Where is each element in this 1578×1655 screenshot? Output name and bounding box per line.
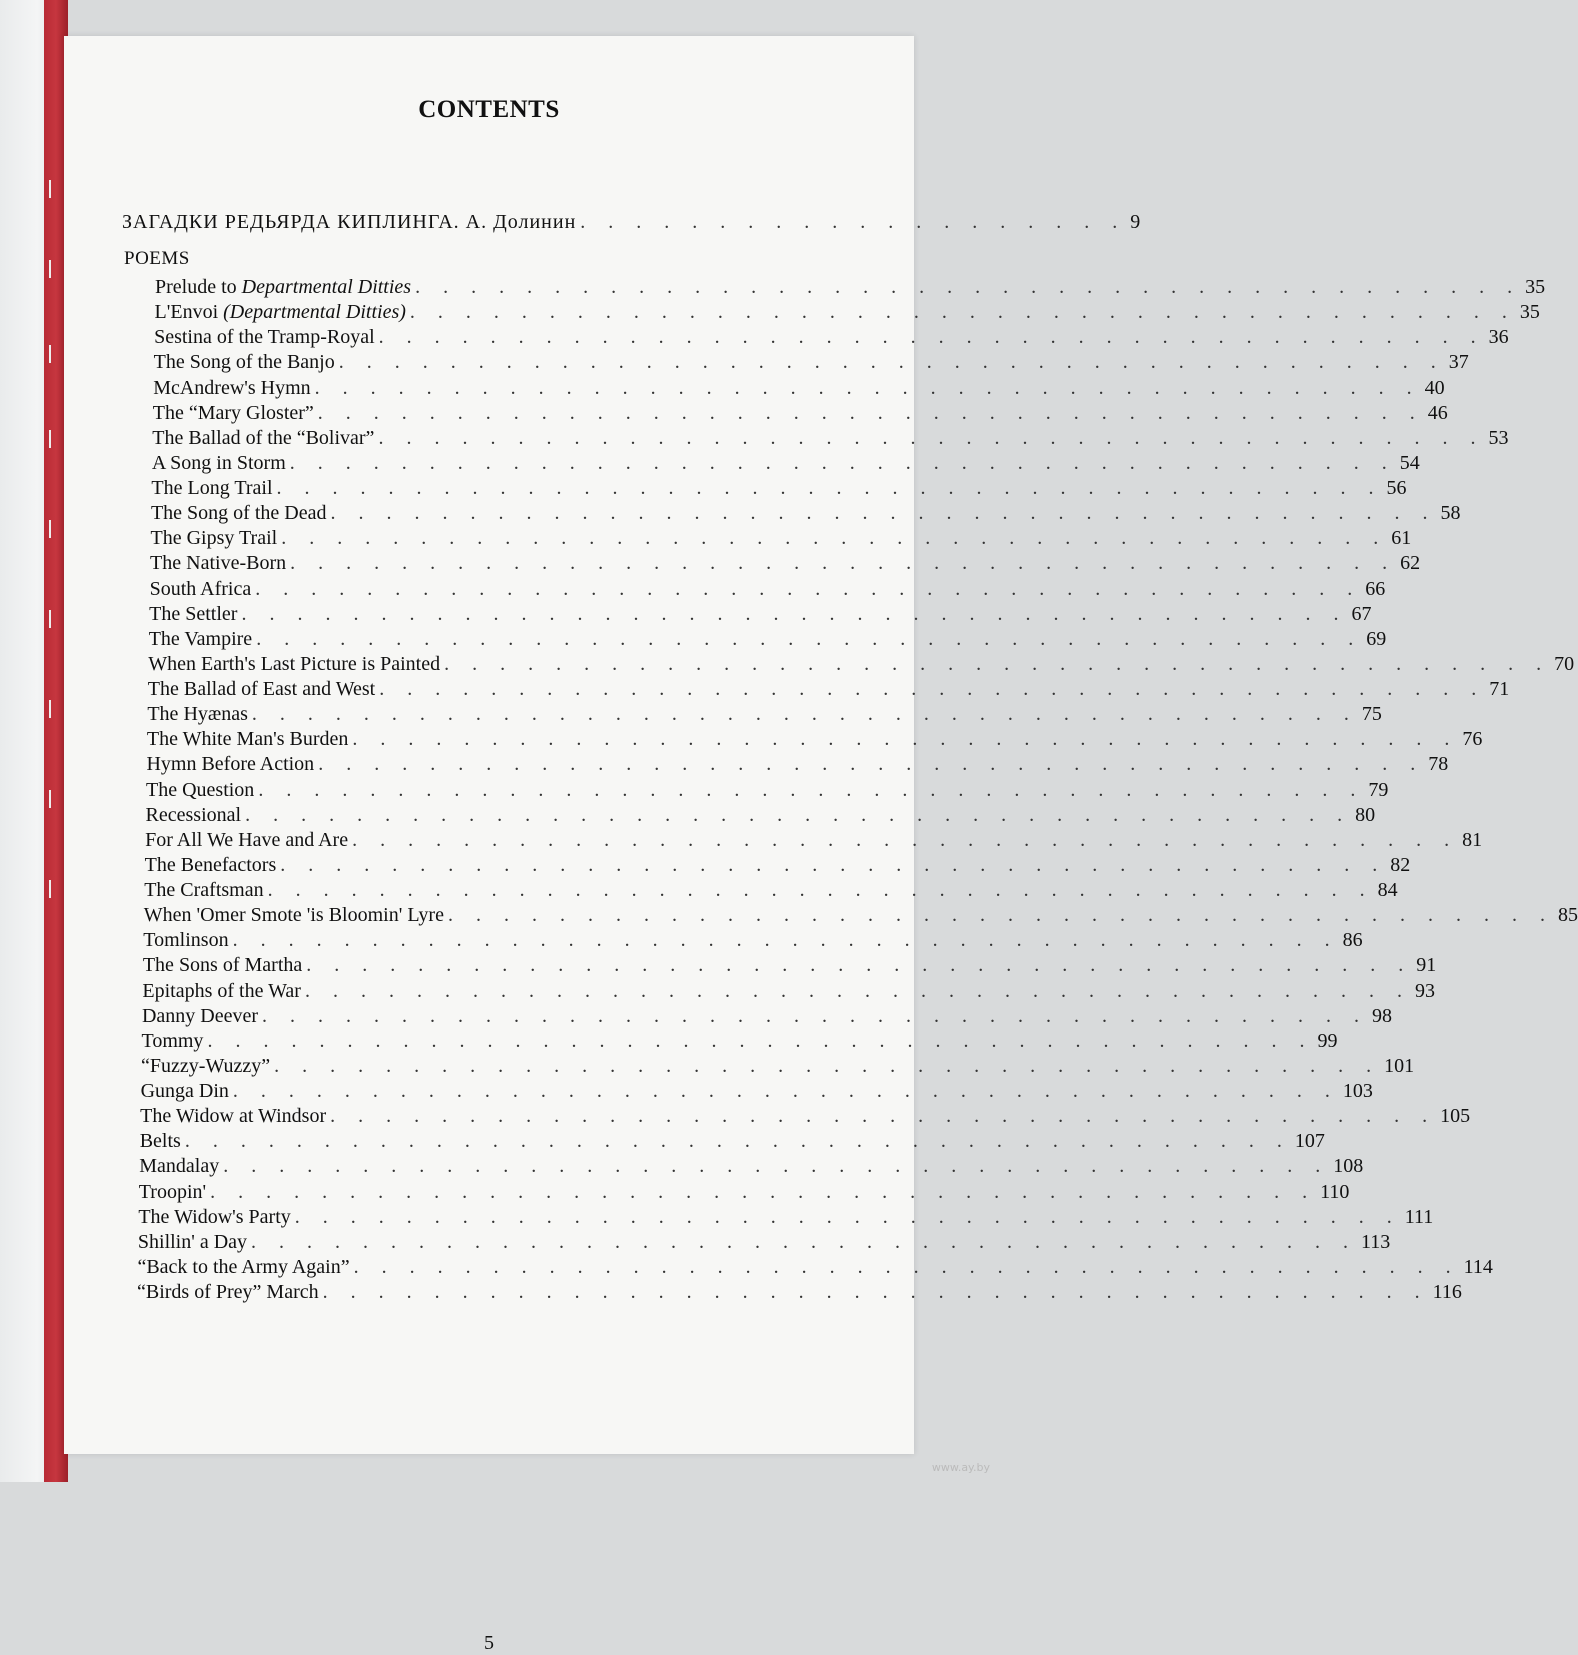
- toc-entry: [137, 1281, 1462, 1307]
- leader-dots: . . . . . . . . . . . . . . . . . . . . . . . . . . . . . . . . . . . . . . . .: [322, 1281, 1429, 1303]
- toc-entry-page: 67: [1351, 602, 1372, 625]
- toc-entry: [150, 527, 1412, 553]
- toc-entry-title: Sestina of the Tramp-Royal: [154, 326, 375, 349]
- toc-entry-page: 98: [1372, 1004, 1392, 1027]
- toc-entry-title: “Birds of Prey” March: [137, 1281, 319, 1303]
- toc-entry-page: 105: [1440, 1105, 1471, 1128]
- toc-entry-page: 114: [1463, 1255, 1493, 1278]
- toc-entry-page: 99: [1317, 1029, 1338, 1052]
- toc-entry-title: The “Mary Gloster”: [152, 401, 314, 424]
- toc-entry-title: “Back to the Army Again”: [137, 1255, 350, 1278]
- toc-entry-title: The Hyænas: [147, 703, 248, 726]
- toc-entry-page: 84: [1377, 879, 1398, 901]
- toc-entry-page: 78: [1428, 753, 1449, 776]
- toc-entry: [138, 1205, 1434, 1232]
- toc-entry-title: Gunga Din: [140, 1080, 229, 1102]
- toc-entry-title: The Song of the Dead: [150, 502, 327, 525]
- toc-entry-title: Recessional: [145, 803, 242, 826]
- toc-entry-page: 62: [1400, 552, 1421, 575]
- toc-entry: [150, 502, 1461, 528]
- toc-entry: [154, 301, 1540, 327]
- toc-entry-page: 40: [1424, 376, 1445, 399]
- toc-entry-page: 91: [1416, 954, 1437, 977]
- toc-entry-title: When 'Omer Smote 'is Bloomin' Lyre: [143, 904, 444, 927]
- leader-dots: . . . . . . . . . . . . . . . . . . . . . . . . . . . . . . . . . . . . . . . .: [306, 954, 1413, 977]
- toc-entry-page: 70: [1554, 652, 1575, 675]
- leader-dots: . . . . . . . . . . . . . . . . . . . . . . . . . . . . . . . . . . . . . . . .: [255, 577, 1362, 600]
- binding-stitch: [49, 700, 57, 718]
- toc-entry-page: 54: [1399, 451, 1420, 474]
- toc-entry-title: Shillin' a Day: [137, 1230, 248, 1253]
- toc-entry-page: 53: [1488, 426, 1509, 449]
- toc-entry: [137, 1255, 1493, 1282]
- toc-entry: [141, 1029, 1338, 1056]
- toc-entry: [143, 929, 1363, 955]
- toc-entry-title: Prelude to Departmental Ditties: [155, 276, 412, 298]
- leader-dots: . . . . . . . . . . . . . . . . . . . . . . . . . . . . . . . . . . . . . . . .: [379, 678, 1486, 700]
- toc-entry: [153, 351, 1469, 377]
- leader-dots: . . . . . . . . . . . . . . . . . . . . . . . . . . . . . . . . . . . . . . . .: [444, 652, 1551, 675]
- leader-dots: . . . . . . . . . . . . . . . . . . . . . . . . . . . . . . . . . . . . . . . .: [267, 879, 1374, 901]
- toc-entry: [140, 1080, 1373, 1106]
- leader-dots: . . . . . . . . . . . . . . . . . . . . . . . . . . . . . . . . . . . . . . . .: [207, 1029, 1314, 1052]
- toc-intro-row: [122, 211, 1141, 237]
- section-heading-poems: POEMS: [124, 248, 190, 269]
- binding-stitch: [49, 345, 57, 363]
- leader-dots: . . . . . . . . . . . . . . . . . . . . . . . . . . . . . . . . . . . . . . . .: [318, 753, 1425, 776]
- leader-dots: . . . . . . . . . . . . . . . . . . . . . . . . . . . . . . . . . . . . . . . .: [290, 552, 1397, 575]
- toc-entry-title: Danny Deever: [141, 1004, 258, 1027]
- toc-entry: [148, 627, 1387, 654]
- toc-entry-title: Tomlinson: [143, 929, 229, 952]
- toc-entry-page: 71: [1489, 678, 1510, 700]
- toc-entry-title: Tommy: [141, 1029, 204, 1052]
- leader-dots: . . . . . . . . . . . . . . . . . . . . . . . . . . . . . . . . . . . . . . . .: [251, 1230, 1358, 1253]
- toc-entry-title: The Ballad of East and West: [147, 678, 376, 700]
- leader-dots: . . . . . . . . . . . . . . . . . . . . . . . . . . . . . . . . . . . . . . . .: [241, 602, 1348, 625]
- toc-entry-page: 66: [1365, 577, 1386, 600]
- toc-entry: [145, 803, 1376, 830]
- leader-dots: . . . . . . . . . . . . . . . . . . . . . . . . . . . . . . . . . . . . . . . .: [281, 527, 1388, 550]
- toc-entry-title: Mandalay: [139, 1155, 220, 1178]
- toc-intro-page: 9: [1130, 211, 1141, 233]
- leader-dots: . . . . . . . . . . . . . . . . . . . . . . . . . . . . . . . . . . . . . . . .: [338, 351, 1445, 374]
- toc-entry: [150, 552, 1421, 578]
- toc-entry: [145, 828, 1483, 855]
- leader-dots: . . . . . . . . . . . . . . . . . . . . . . . . . . . . . . . . . . . . . . . .: [352, 828, 1459, 851]
- toc-entry: [143, 904, 1578, 930]
- toc-entry-page: 81: [1462, 828, 1483, 851]
- toc-entry: [151, 451, 1420, 478]
- binding-stitch: [49, 260, 57, 278]
- toc-entry: [146, 728, 1483, 754]
- leader-dots: . . . . . . . . . . . . . . . . . . . . . . . . . . . . . . . . . . . . . . . .: [409, 301, 1516, 324]
- binding-stitch: [49, 880, 57, 898]
- binding-stitch: [49, 610, 57, 628]
- toc-entry-page: 103: [1342, 1080, 1373, 1102]
- toc-entry: [151, 477, 1407, 503]
- toc-entry: [147, 703, 1382, 729]
- toc-entry-page: 35: [1519, 301, 1540, 324]
- toc-entry-title: Troopin': [138, 1180, 207, 1203]
- leader-dots: . . . . . . . . . . . . . . . . . . . . . . . . . . . . . . . . . . . . . . . .: [245, 803, 1352, 826]
- leader-dots: . . . . . . . . . . . . . . . . . . . . . . . . . . . . . . . . . . . . . . . .: [352, 728, 1459, 751]
- leader-dots: . . . . . . . . . . . . . . . . . . . . . . . . . . . . . . . . . . . . . . . .: [415, 276, 1522, 298]
- leader-dots: . . . . . . . . . . . . . . . . . . . . . . . . . . . . . . . . . . . . . . . .: [280, 853, 1387, 876]
- toc-entry: [144, 879, 1398, 905]
- leader-dots: . . . . . . . . . . . . . . . . . . . . . . . . . . . . . . . . . . . . . . . .: [262, 1004, 1368, 1027]
- toc-entry: [146, 753, 1449, 779]
- binding-stitch: [49, 430, 57, 448]
- toc-entry-page: 93: [1414, 979, 1435, 1002]
- toc-intro-label: ЗАГАДКИ РЕДЬЯРДА КИПЛИНГА. А. Долинин: [122, 211, 577, 233]
- leader-dots: . . . . . . . . . . . . . . . . . . . . . . . . . . . . . . . . . . . . . . . .: [314, 376, 1421, 399]
- toc-entry: [146, 778, 1389, 805]
- toc-entry-page: 46: [1427, 401, 1448, 424]
- toc-entry-page: 58: [1440, 502, 1461, 525]
- toc-entry-title: The Sons of Martha: [142, 954, 303, 977]
- leader-dots: . . . . . . . . . . . . . . . . . . . . . . . . . . . . . . . . . . . . . . . .: [378, 326, 1485, 349]
- toc-entry-page: 36: [1488, 326, 1509, 349]
- toc-entry-page: 75: [1361, 703, 1382, 726]
- toc-entry-title: The Song of the Banjo: [153, 351, 335, 374]
- toc-entry: [153, 376, 1445, 403]
- toc-entry-title: Hymn Before Action: [146, 753, 315, 776]
- toc-entry-title: L'Envoi (Departmental Ditties): [154, 301, 406, 324]
- leader-dots: . . . . . . . . . . . . . . . . . . . . . . . . . . . . . . . . . . . . . . . .: [274, 1054, 1381, 1077]
- toc-entry-title: McAndrew's Hymn: [153, 376, 311, 399]
- toc-entry-page: 80: [1355, 803, 1376, 826]
- toc-entry-page: 82: [1390, 853, 1411, 876]
- toc-entry: [141, 1054, 1415, 1081]
- leader-dots: . . . . . . . . . . . . . . . . . . . . . . . . . . . . . . . . . . . . . . . .: [251, 703, 1358, 726]
- toc-entry: [149, 577, 1386, 604]
- toc-entry-page: 56: [1386, 477, 1407, 499]
- toc-entry: [142, 979, 1435, 1006]
- toc-entry-title: The Benefactors: [144, 853, 277, 876]
- binding-stitch: [49, 790, 57, 808]
- leader-dots: . . . . . . . . . . . . . . . . . . . . . . . . . . . . . . . . . . . . . . . .: [330, 502, 1437, 525]
- toc-entry-page: 113: [1361, 1230, 1391, 1253]
- leader-dots: . . . . . . . . . . . . . . . . . . . . . . . . . . . . . . . . . . . . . . . .: [184, 1130, 1291, 1153]
- toc-entry-title: When Earth's Last Picture is Painted: [148, 652, 441, 675]
- toc-entry-page: 69: [1366, 627, 1387, 650]
- leader-dots: . . . . . . . . . . . . . . . . . . . . . . . . . . . . . . . . . . . . . . . .: [210, 1180, 1317, 1203]
- toc-entry-page: 79: [1368, 778, 1389, 801]
- leader-dots: . . . . . . . . . . . . . . . . . . . .: [580, 211, 1127, 233]
- leader-dots: . . . . . . . . . . . . . . . . . . . . . . . . . . . . . . . . . . . . . . . .: [304, 979, 1411, 1002]
- page-number: 5: [484, 1632, 494, 1654]
- toc-entry-title: The Vampire: [148, 627, 253, 650]
- toc-entry-title: The Ballad of the “Bolivar”: [152, 426, 375, 449]
- watermark: www.ay.by: [931, 1461, 990, 1474]
- toc-entry: [154, 326, 1509, 352]
- toc-entry: [155, 276, 1546, 302]
- toc-entry-title: The Native-Born: [150, 552, 287, 575]
- leader-dots: . . . . . . . . . . . . . . . . . . . . . . . . . . . . . . . . . . . . . . . .: [223, 1155, 1330, 1178]
- toc-entry-page: 61: [1391, 527, 1412, 550]
- toc-entry-page: 76: [1462, 728, 1483, 751]
- toc-entry: [144, 853, 1411, 880]
- toc-entry-page: 86: [1342, 929, 1363, 952]
- toc-entry-title: The Question: [146, 778, 255, 801]
- toc-entry: [139, 1130, 1325, 1156]
- toc-entry-title: For All We Have and Are: [145, 828, 349, 851]
- leader-dots: . . . . . . . . . . . . . . . . . . . . . . . . . . . . . . . . . . . . . . . .: [256, 627, 1363, 650]
- toc-entry-title: The Widow's Party: [138, 1205, 291, 1228]
- toc-entry: [149, 602, 1372, 629]
- toc-entry-page: 101: [1384, 1054, 1415, 1077]
- toc-entry: [142, 954, 1437, 980]
- binding-stitch: [49, 520, 57, 538]
- leader-dots: . . . . . . . . . . . . . . . . . . . . . . . . . . . . . . . . . . . . . . . .: [289, 451, 1396, 474]
- toc-entry-page: 110: [1320, 1180, 1350, 1203]
- toc-entry-page: 116: [1432, 1281, 1462, 1303]
- toc-entry: [147, 678, 1510, 704]
- leader-dots: . . . . . . . . . . . . . . . . . . . . . . . . . . . . . . . . . . . . . . . .: [276, 477, 1383, 499]
- toc-entry: [139, 1155, 1364, 1181]
- toc-entry-page: 35: [1525, 276, 1546, 298]
- toc-entry-page: 107: [1294, 1130, 1325, 1153]
- toc-entry-page: 111: [1404, 1205, 1434, 1228]
- leader-dots: . . . . . . . . . . . . . . . . . . . . . . . . . . . . . . . . . . . . . . . .: [258, 778, 1365, 801]
- toc-entry-title: The White Man's Burden: [146, 728, 349, 751]
- toc-entry-title: The Craftsman: [144, 879, 264, 901]
- leader-dots: . . . . . . . . . . . . . . . . . . . . . . . . . . . . . . . . . . . . . . . .: [378, 426, 1485, 449]
- binding-stitch: [49, 180, 57, 198]
- toc-entry: [148, 652, 1575, 679]
- toc-entry-title: Belts: [139, 1130, 181, 1153]
- leader-dots: . . . . . . . . . . . . . . . . . . . . . . . . . . . . . . . . . . . . . . . .: [317, 401, 1424, 424]
- leader-dots: . . . . . . . . . . . . . . . . . . . . . . . . . . . . . . . . . . . . . . . .: [447, 904, 1554, 927]
- toc-entry: [141, 1004, 1392, 1031]
- toc-entry-title: The Long Trail: [151, 477, 273, 499]
- toc-entry-title: A Song in Storm: [151, 451, 286, 474]
- toc-entry: [138, 1180, 1350, 1207]
- toc-entry: [152, 426, 1509, 453]
- leader-dots: . . . . . . . . . . . . . . . . . . . . . . . . . . . . . . . . . . . . . . . .: [232, 1080, 1339, 1102]
- toc-entry-title: The Gipsy Trail: [150, 527, 278, 550]
- toc-entry: [137, 1230, 1391, 1257]
- leader-dots: . . . . . . . . . . . . . . . . . . . . . . . . . . . . . . . . . . . . . . . .: [232, 929, 1339, 952]
- toc-entry-title: The Settler: [149, 602, 238, 625]
- toc-entry-page: 108: [1333, 1155, 1364, 1178]
- page-title: CONTENTS: [418, 96, 560, 123]
- toc-entry-title: The Widow at Windsor: [140, 1105, 327, 1128]
- toc-entry-page: 37: [1448, 351, 1469, 374]
- toc-entry: [140, 1105, 1471, 1131]
- toc-entry-title: Epitaphs of the War: [142, 979, 301, 1002]
- toc-entry: [152, 401, 1448, 428]
- toc-entry-title: South Africa: [149, 577, 252, 600]
- leader-dots: . . . . . . . . . . . . . . . . . . . . . . . . . . . . . . . . . . . . . . . .: [294, 1205, 1401, 1228]
- toc-entry-page: 85: [1557, 904, 1578, 927]
- toc-entry-title: “Fuzzy-Wuzzy”: [141, 1054, 271, 1077]
- leader-dots: . . . . . . . . . . . . . . . . . . . . . . . . . . . . . . . . . . . . . . . .: [330, 1105, 1437, 1128]
- leader-dots: . . . . . . . . . . . . . . . . . . . . . . . . . . . . . . . . . . . . . . . .: [353, 1255, 1460, 1278]
